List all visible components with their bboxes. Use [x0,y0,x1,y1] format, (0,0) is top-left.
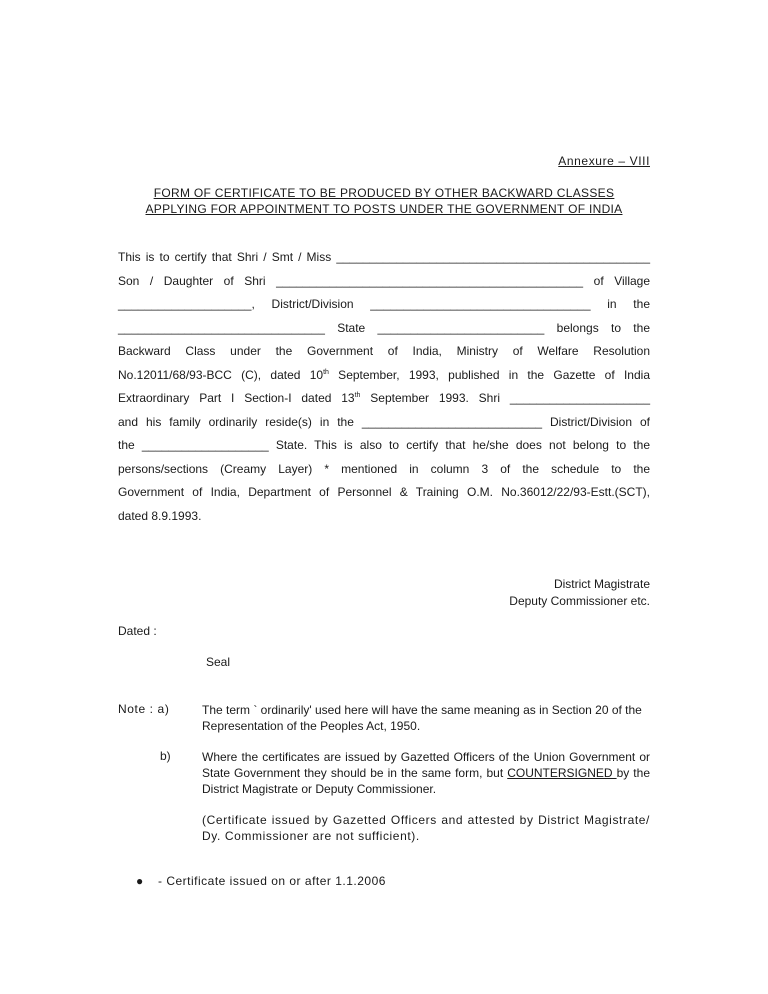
ordinal-suffix: th [354,392,361,399]
note-b-label: b) [160,749,171,763]
countersigned-emphasis: COUNTERSIGNED [507,766,617,780]
body-text-fragment: September, 1993, published in the Gazette of India [328,367,650,382]
body-line: Government of India, Department of Personnel & Training O.M. No.36012/22/93-Estt.(SCT), [118,485,650,499]
note-b-fragment: by the District Magistrate or Deputy Commissioner. [202,766,650,796]
note-b-fragment: Where the certificates are issued by Gazetted Officers of the Union Government or State Government they should be in the same form, but [202,750,650,780]
body-line: the ___________________ State. This is also to certify that he/she does not belong to the [118,438,650,452]
body-line: _______________________________ State _________________________ belongs to the [118,320,650,335]
body-text-fragment: No.12011/68/93-BCC (C), dated 10 [118,367,324,382]
bullet-item [136,874,386,888]
form-title [118,185,650,217]
bullet-text: - Certificate issued on or after 1.1.2006 [158,874,386,888]
body-line: This is to certify that Shri / Smt / Miss _______________________________________________ [118,250,650,264]
dated-label: Dated : [118,624,157,638]
note-parenthetical: (Certificate issued by Gazetted Officers and attested by District Magistrate/ Dy. Commissioner are not sufficient). [202,813,650,843]
body-line [118,364,650,388]
note-label: Note : a) [118,702,170,716]
note-b-paragraph [202,749,650,797]
form-title-line-1: FORM OF CERTIFICATE TO BE PRODUCED BY OTHER BACKWARD CLASSES [153,186,615,200]
ordinal-suffix: th [323,368,329,376]
signatory-block [509,576,650,610]
body-line: Backward Class under the Government of India, Ministry of Welfare Resolution [118,344,650,358]
body-text-fragment: September 1993. Shri _____________________ [360,391,651,405]
body-line [118,387,650,411]
body-line: dated 8.9.1993. [118,508,202,523]
body-line: persons/sections (Creamy Layer) * mentioned in column 3 of the schedule to the [118,461,650,476]
bullet-icon: ● [136,874,144,888]
signatory-title: District Magistrate [553,577,650,591]
signatory-subtitle: Deputy Commissioner etc. [509,594,650,608]
note-b-text [202,749,650,797]
body-text-fragment: Extraordinary Part I Section-I dated 13 [118,391,355,405]
body-line: and his family ordinarily reside(s) in the ___________________________ District/Division of [118,414,650,429]
body-line: Son / Daughter of Shri ______________________________________________ of Village [118,273,650,288]
certificate-body [118,246,650,528]
seal-label: Seal [206,655,231,669]
annexure-label: Annexure – VIII [558,154,650,168]
body-line: ____________________, District/Division _________________________________ in the [118,297,650,311]
note-a-text: The term ` ordinarily' used here will have the same meaning as in Section 20 of the Representation of the Peoples Act, 1950. [202,703,642,733]
form-title-line-2: APPLYING FOR APPOINTMENT TO POSTS UNDER THE GOVERNMENT OF INDIA [145,202,623,216]
